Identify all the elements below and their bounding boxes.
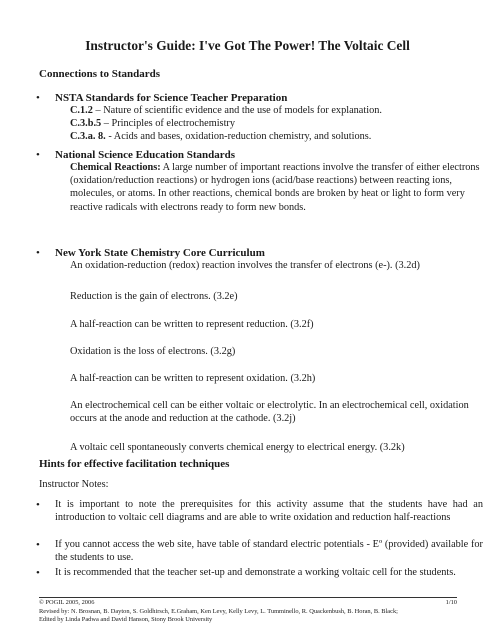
footer-revised: Revised by: N. Brosnan, B. Dayton, S. Goldhirsch, E.Graham, Ken Levy, Kelly Levy, L. Tumminello, R. Quackenbush, B. Horan, B. Black; — [39, 607, 398, 615]
footer-top-line — [39, 599, 457, 608]
nys-heading: New York State Chemistry Core Curriculum — [55, 247, 265, 259]
instructor-note: It is important to note the prerequisites for this activity assume that the students have had an introduction to voltaic cell diagrams and are able to write oxidation and reduction half-reactions — [55, 499, 483, 524]
nys-line: A half-reaction can be written to represent reduction. (3.2f) — [70, 319, 314, 330]
nses-text: A large number of important reactions involve the transfer of either electrons (oxidation/reduction reactions) or hydrogen ions (acid/base reactions) between reacting ions, molecules, or atoms. In other reactions, chemical bonds are broken by heat or light to form very reactive radicals with electrons ready to form new bonds. — [70, 162, 480, 213]
page-title: Instructor's Guide: I've Got The Power! The Voltaic Cell — [85, 38, 410, 53]
hints-heading: Hints for effective facilitation techniques — [39, 458, 230, 470]
nsta-item: C.3.a. 8. - Acids and bases, oxidation-reduction chemistry, and solutions. — [70, 131, 372, 143]
nys-line: An electrochemical cell can be either voltaic or electrolytic. In an electrochemical cell, oxidation occurs at the anode and reduction at the cathode. (3.2j) — [70, 400, 469, 425]
nsta-list — [70, 104, 490, 144]
nys-line: Oxidation is the loss of electrons. (3.2g) — [70, 346, 236, 357]
bullet-nsta: • — [36, 92, 40, 104]
instructor-note: It is recommended that the teacher set-up and demonstrate a working voltaic cell for the students. — [55, 567, 456, 578]
nses-heading: National Science Education Standards — [55, 149, 235, 161]
nses-label: Chemical Reactions: — [70, 162, 161, 173]
instructor-note: If you cannot access the web site, have table of standard electric potentials - Eº (provided) available for the students to use. — [55, 539, 483, 564]
footer-rule — [39, 597, 457, 598]
nys-line: Reduction is the gain of electrons. (3.2e) — [70, 291, 238, 302]
footer-page-number: 1/10 — [445, 599, 457, 606]
nys-line: An oxidation-reduction (redox) reaction involves the transfer of electrons (e-). (3.2d) — [70, 260, 420, 271]
footer-edited: Edited by Linda Padwa and David Hanson, Stony Brook University — [39, 616, 213, 624]
bullet-note: • — [36, 567, 40, 579]
bullet-nses: • — [36, 149, 40, 161]
instructor-notes-label: Instructor Notes: — [39, 479, 109, 490]
footer — [39, 599, 457, 625]
nsta-heading: NSTA Standards for Science Teacher Preparation — [55, 92, 288, 104]
bullet-note: • — [36, 539, 40, 551]
footer-copyright: © POGIL 2005, 2006 — [39, 599, 95, 606]
nys-line: A voltaic cell spontaneously converts chemical energy to electrical energy. (3.2k) — [70, 442, 405, 453]
bullet-nys: • — [36, 247, 40, 259]
bullet-note: • — [36, 499, 40, 511]
nsta-item: C.3.b.5 – Principles of electrochemistry — [70, 118, 236, 130]
connections-heading: Connections to Standards — [39, 68, 161, 80]
nses-paragraph — [70, 161, 488, 214]
nys-line: A half-reaction can be written to represent oxidation. (3.2h) — [70, 373, 316, 384]
nsta-item: C.1.2 – Nature of scientific evidence and the use of models for explanation. — [70, 105, 382, 116]
